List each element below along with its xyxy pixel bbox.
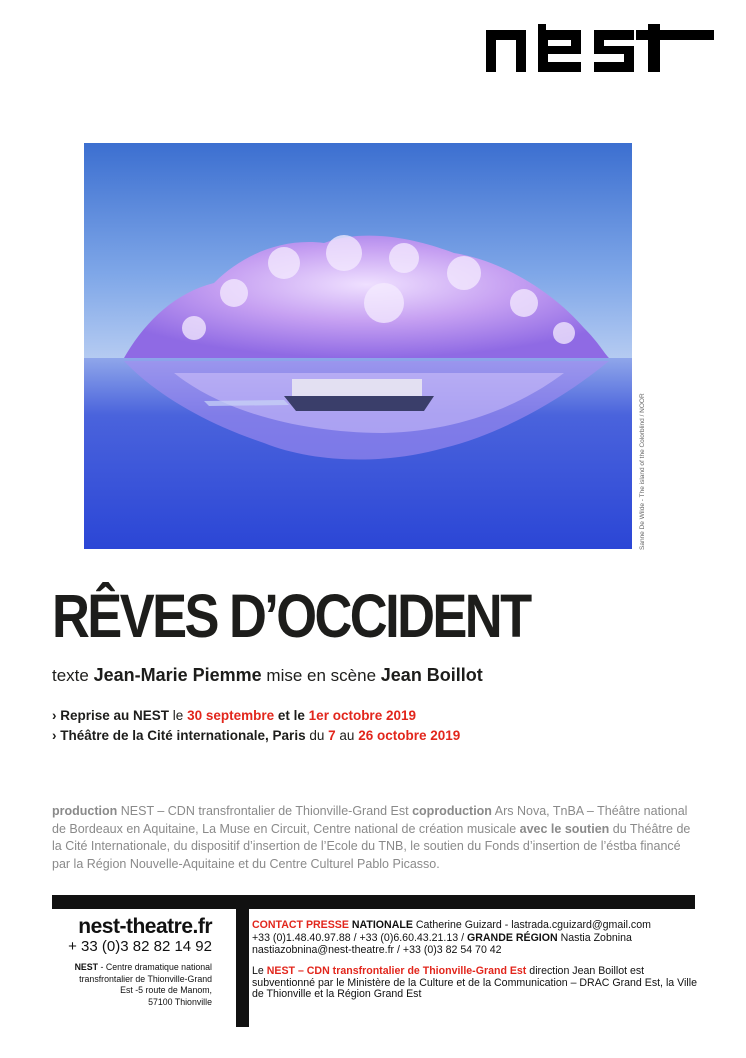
date-line-nest: › Reprise au NEST le 30 septembre et le 1er octobre 2019 <box>52 708 416 723</box>
text-label: texte <box>52 666 89 685</box>
production-credits: production NEST – CDN transfrontalier de Thionville-Grand Est coproduction Ars Nova, TnBA – Théâtre national de Bordeaux en Aquitaine, La Muse en Circuit, Centre national de création musicale avec le soutien du Théâtre de la Cité Internationale, du dispositif d’insertion de l’Ecole du TNB, le soutien du Fonds d’insertion de l’éstba financé par la Région Nouvelle-Aquitaine et du Centre Culturel Pablo Picasso. <box>52 804 691 871</box>
page-title: RÊVES D’OCCIDENT <box>52 582 530 650</box>
footer-bar <box>52 895 695 909</box>
footer-divider <box>236 909 249 1027</box>
author-name: Jean-Marie Piemme <box>93 665 262 685</box>
phone-number: + 33 (0)3 82 82 14 92 <box>68 938 212 955</box>
director-label: mise en scène <box>266 666 377 685</box>
address: NEST - Centre dramatique national transfrontalier de Thionville-Grand Est -5 route de Manom, 57100 Thionville <box>74 962 212 1007</box>
website-link[interactable]: nest-theatre.fr <box>78 915 212 938</box>
credits-line <box>52 665 483 686</box>
cover-photo <box>84 143 632 549</box>
date-line-paris: › Théâtre de la Cité internationale, Paris du 7 au 26 octobre 2019 <box>52 728 461 743</box>
nest-logo <box>486 24 722 72</box>
press-contact: CONTACT PRESSE NATIONALE Catherine Guizard - lastrada.cguizard@gmail.com +33 (0)1.48.40.97.88 / +33 (0)6.60.43.21.13 / GRANDE RÉGION Nastia Zobnina nastiazobnina@nest-theatre.fr / +33 (0)3 82 54 70 42 <box>252 919 651 957</box>
funding-credits: Le NEST – CDN transfrontalier de Thionville-Grand Est direction Jean Boillot est subventionné par le Ministère de la Culture et de la Communication – DRAC Grand Est, la Ville de Thionville et la Région Grand Est <box>252 965 697 1001</box>
director-name: Jean Boillot <box>380 665 483 685</box>
photo-credit: Sanne De Wilde - The island of the Colorblind / NOOR <box>639 393 646 550</box>
